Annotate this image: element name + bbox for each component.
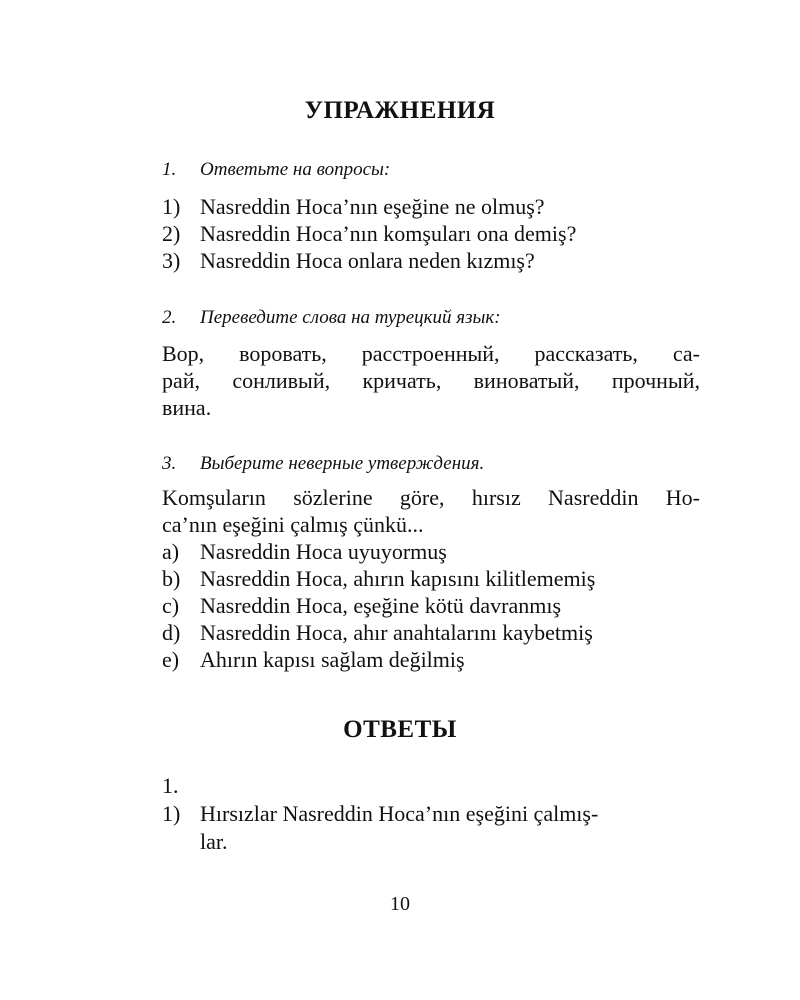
item-letter: c) [162,593,180,618]
list-item [162,247,535,275]
item-letter: a) [162,539,180,564]
list-item [162,220,576,248]
paragraph-line: вина. [162,395,212,420]
item-text: Nasreddin Hoca uyuyormuş [200,539,447,564]
answer-section-number: 1. [162,773,179,798]
item-letter: b) [162,566,181,591]
answer-item-continuation: lar. [200,829,228,854]
exercise-3-prompt [162,450,484,478]
item-text: Hırsızlar Nasreddin Hoca’nın eşeğini çalmış- [200,801,599,826]
item-text: Ahırın kapısı sağlam değilmiş [200,647,465,672]
item-number: 2) [162,221,181,246]
exercise-number: 1. [162,159,177,180]
page-number: 10 [390,893,410,915]
heading-exercises: УПРАЖНЕНИЯ [304,97,496,124]
list-item [162,193,545,221]
item-text: Nasreddin Hoca, ahırın kapısını kilitlememiş [200,566,596,591]
item-letter: d) [162,620,181,645]
exercise-2-prompt [162,304,501,332]
exercise-number: 2. [162,307,177,328]
paragraph-line: ca’nın eşeğini çalmış çünkü... [162,512,424,537]
paragraph-line: рай, сонливый, кричать, виноватый, прочный, [162,368,700,393]
item-letter: e) [162,647,180,672]
paragraph-line: Komşuların sözlerine göre, hırsız Nasreddin Ho- [162,485,700,510]
item-number: 1) [162,801,181,826]
list-item [162,592,561,620]
heading-answers: ОТВЕТЫ [343,716,457,743]
item-text: Nasreddin Hoca’nın eşeğine ne olmuş? [200,194,545,219]
paragraph-line: Вор, воровать, расстроенный, рассказать, са- [162,341,700,366]
answer-item [162,800,598,828]
prompt-text: Ответьте на вопросы: [200,159,391,180]
item-text: Nasreddin Hoca, eşeğine kötü davranmış [200,593,562,618]
list-item [162,619,593,647]
item-number: 1) [162,194,181,219]
prompt-text: Переведите слова на турецкий язык: [200,307,501,328]
item-number: 3) [162,248,181,273]
list-item [162,646,465,674]
list-item [162,565,595,593]
prompt-text: Выберите неверные утверждения. [200,453,485,474]
exercise-1-prompt [162,156,390,184]
list-item [162,538,447,566]
exercise-number: 3. [162,453,177,474]
item-text: Nasreddin Hoca onlara neden kızmış? [200,248,535,273]
item-text: Nasreddin Hoca, ahır anahtalarını kaybetmiş [200,620,593,645]
item-text: Nasreddin Hoca’nın komşuları ona demiş? [200,221,577,246]
